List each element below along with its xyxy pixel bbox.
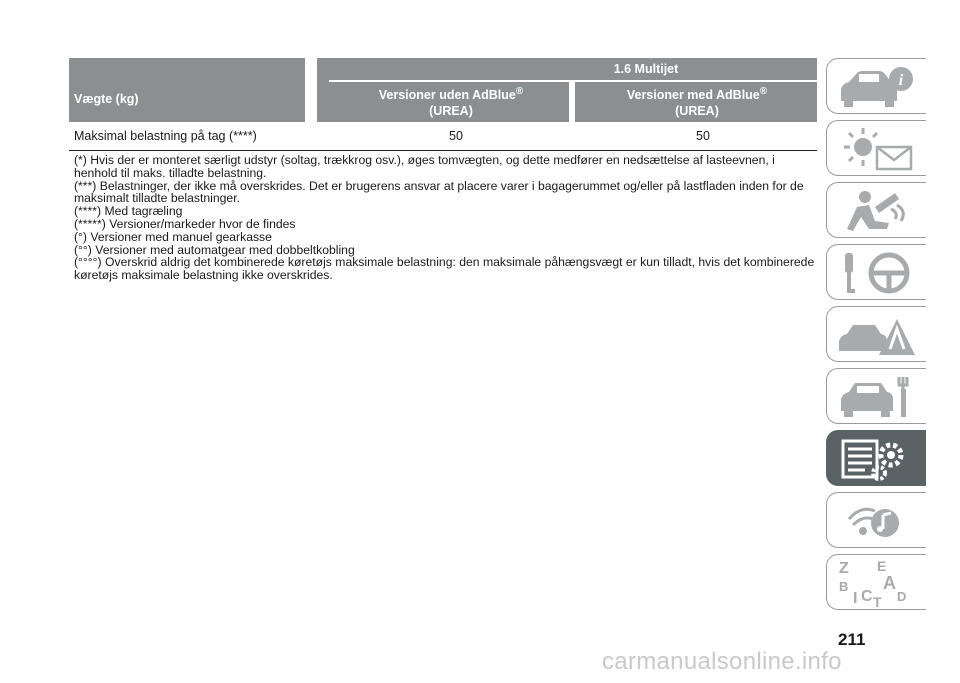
tab-warning-lights[interactable] bbox=[826, 120, 926, 176]
svg-text:A: A bbox=[883, 573, 896, 593]
row-label: Maksimal belastning på tag (****) bbox=[74, 129, 257, 143]
svg-text:D: D bbox=[897, 589, 907, 604]
tab-emergency[interactable] bbox=[826, 306, 926, 362]
footnote: (°) Versioner med manuel gearkasse bbox=[74, 229, 272, 244]
technical-data-icon bbox=[835, 435, 921, 483]
column-header-with-adblue: Versioner med AdBlue® (UREA) bbox=[626, 86, 768, 119]
row-header-cell bbox=[69, 58, 317, 122]
tab-technical-data[interactable] bbox=[826, 430, 926, 486]
tab-multimedia[interactable] bbox=[826, 492, 926, 548]
column-header-without-adblue: Versioner uden AdBlue® (UREA) bbox=[378, 86, 524, 119]
svg-text:C: C bbox=[861, 588, 873, 605]
footnote: (****) Med tagræling bbox=[74, 204, 183, 219]
page-number: 211 bbox=[838, 630, 866, 649]
warning-lights-message-icon bbox=[835, 125, 921, 173]
svg-text:T: T bbox=[873, 594, 882, 607]
multimedia-icon bbox=[835, 497, 921, 545]
svg-text:B: B bbox=[839, 579, 849, 594]
alphabetical-index-icon bbox=[835, 559, 921, 607]
table-header bbox=[69, 58, 817, 122]
footnote: (°°°°) Overskrid aldrig det kombinerede køretøjs maksimale belastning: den maksimale påhængsvægt er kun tilladt, hvis det kombinerede køretøjs maksimale belastning ikke overskrides. bbox=[74, 255, 815, 283]
car-info-icon bbox=[835, 63, 921, 111]
tab-index[interactable] bbox=[826, 554, 926, 610]
tab-car-info[interactable] bbox=[826, 58, 926, 114]
svg-text:i: i bbox=[898, 72, 904, 89]
weights-table bbox=[69, 58, 817, 151]
tab-safety[interactable] bbox=[826, 182, 926, 238]
footnote: (*) Hvis der er monteret særligt udstyr (soltag, trækkrog osv.), øges tomvægten, og dette medfører en nedsættelse af lasteevnen, i henhold til maks. tilladte belastning. bbox=[74, 153, 775, 180]
footnotes bbox=[74, 154, 819, 282]
footnote: (***) Belastninger, der ikke må overskrides. Det er brugerens ansvar at placere varer i bagagerummet og/eller på lastfladen inden for de maksimalt tilladte belastninger. bbox=[74, 178, 804, 206]
tab-maintenance[interactable] bbox=[826, 368, 926, 424]
svg-text:Z: Z bbox=[839, 560, 849, 577]
svg-text:E: E bbox=[877, 559, 887, 574]
column-divider bbox=[569, 82, 575, 122]
row-value-without-adblue: 50 bbox=[449, 129, 463, 143]
key-steering-wheel-icon bbox=[835, 249, 921, 297]
engine-header: 1.6 Multijet bbox=[613, 62, 679, 76]
footnote: (*****) Versioner/markeder hvor de findes bbox=[74, 216, 296, 231]
row-value-with-adblue: 50 bbox=[696, 129, 710, 143]
table-row bbox=[69, 122, 817, 151]
car-maintenance-icon bbox=[835, 373, 921, 421]
car-emergency-icon bbox=[835, 311, 921, 359]
svg-text:I: I bbox=[853, 590, 858, 607]
footnote: (°°) Versioner med automatgear med dobbeltkobling bbox=[74, 242, 355, 257]
airbag-safety-icon bbox=[835, 187, 921, 235]
row-header-label: Vægte (kg) bbox=[74, 92, 139, 106]
tab-starting-driving[interactable] bbox=[826, 244, 926, 300]
watermark: carmanualsonline.info bbox=[602, 648, 842, 675]
